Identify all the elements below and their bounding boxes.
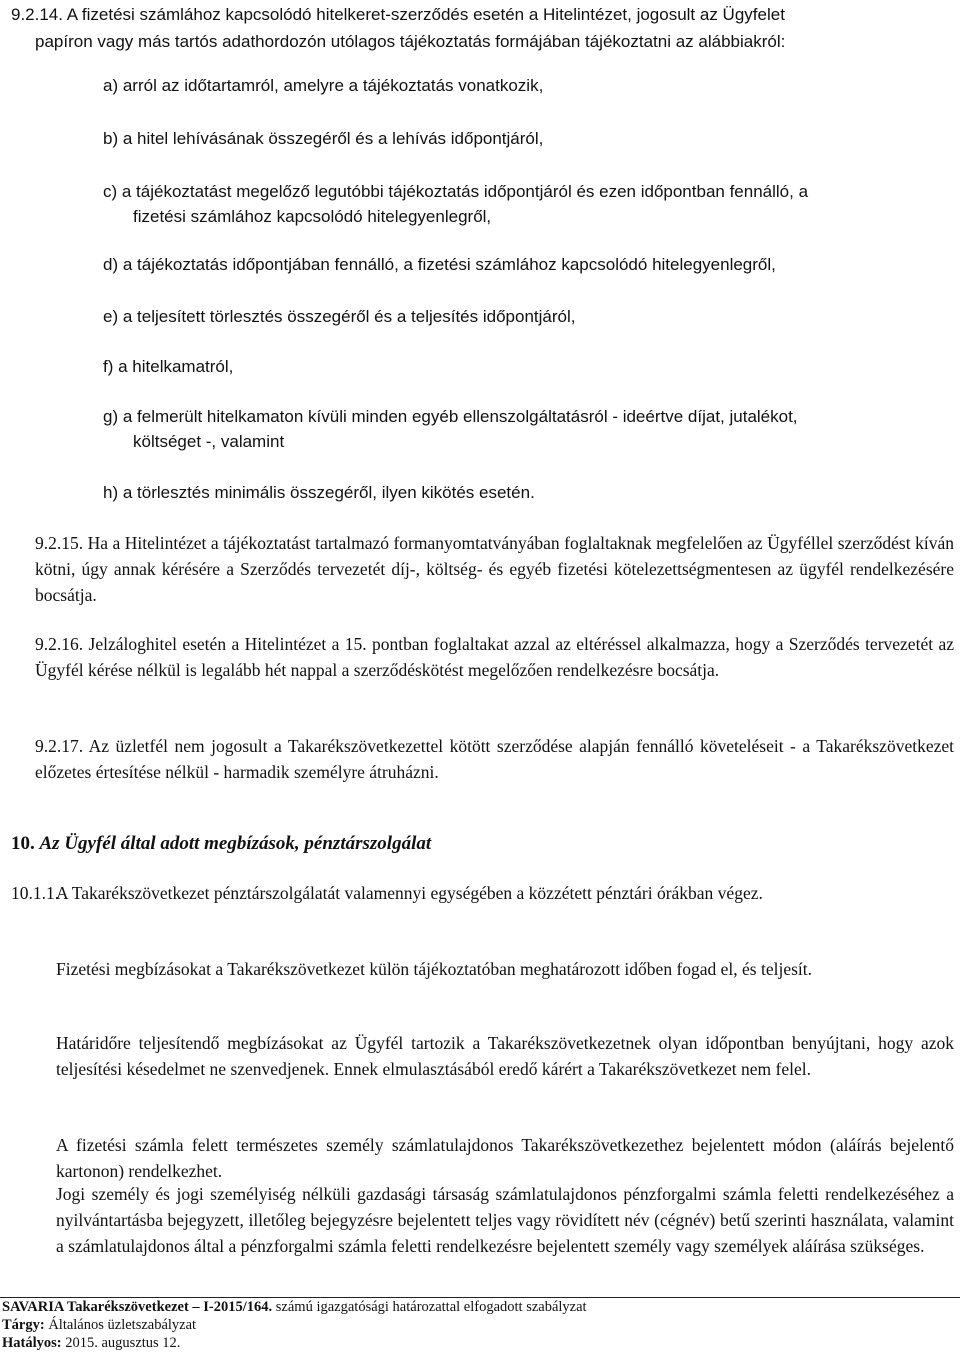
- section-10-1-1-para-3: Határidőre teljesítendő megbízásokat az Ügyfél tartozik a Takarékszövetkezetnek olyan időpontban benyújtani, hogy azok teljesítési késedelmet ne szenvedjenek. Ennek elmulasztásából eredő kárért a Takarékszövetkezet nem felel.: [56, 1033, 954, 1079]
- list-item-g-line-1: g) a felmerült hitelkamaton kívüli minden egyéb ellenszolgáltatásról - ideértve díjat, jutalékot,: [103, 407, 798, 426]
- section-10-1-1-para-5: Jogi személy és jogi személyiség nélküli gazdasági társaság számlatulajdonos pénzforgalmi számla feletti rendelkezéséhez a nyilvántartásba bejegyzett, illetőleg bejegyzésre bejelentett teljes vagy rövidített név (cégnév) betű szerinti használata, valamint a számlatulajdonos által a pénzforgalmi számla feletti rendelkezésre bejelentett személy vagy személyek aláírása szükséges.: [56, 1184, 954, 1256]
- list-item-b: b) a hitel lehívásának összegéről és a lehívás időpontjáról,: [103, 129, 544, 148]
- footer-resolution-text: számú igazgatósági határozattal elfogadott szabályzat: [275, 1299, 587, 1315]
- list-item-e: e) a teljesített törlesztés összegéről és a teljesítés időpontjáról,: [103, 307, 576, 326]
- list-item-f: f) a hitelkamatról,: [103, 357, 234, 376]
- list-item-c-line-1: c) a tájékoztatást megelőző legutóbbi tájékoztatás időpontjáról és ezen időpontban fennálló, a: [103, 182, 809, 201]
- section-9-2-15: 9.2.15. Ha a Hitelintézet a tájékoztatást tartalmazó formanyomtatványában foglaltaknak megfelelően az Ügyféllel szerződést kíván kötni, úgy annak kérésére a Szerződés tervezetét díj-, költség- és egyéb fizetési kötelezettségmentesen az ügyfél rendelkezésére bocsátja.: [35, 533, 954, 605]
- list-item-h: h) a törlesztés minimális összegéről, ilyen kikötés esetén.: [103, 483, 535, 502]
- footer-effective-value: 2015. augusztus 12.: [65, 1335, 181, 1351]
- section-10-1-1-para-4: A fizetési számla felett természetes személy számlatulajdonos Takarékszövetkezethez bejelentett módon (aláírás bejelentő kartonon) rendelkezhet.: [56, 1135, 954, 1181]
- section-9-2-14-line-1: 9.2.14. A fizetési számlához kapcsolódó hitelkeret-szerződés esetén a Hitelintézet, jogosult az Ügyfelet: [11, 5, 785, 24]
- chapter-10-title: Az Ügyfél által adott megbízások, pénztárszolgálat: [39, 833, 432, 854]
- list-item-c-line-2: fizetési számlához kapcsolódó hitelegyenlegről,: [133, 207, 492, 226]
- footer-line-2: [2, 1318, 196, 1333]
- footer-subject-label: Tárgy:: [2, 1317, 45, 1333]
- list-item-a: a) arról az időtartamról, amelyre a tájékoztatás vonatkozik,: [103, 76, 544, 95]
- footer-divider: [0, 1297, 960, 1298]
- footer-line-1: [2, 1300, 587, 1315]
- chapter-10-number: 10.: [11, 833, 35, 854]
- footer-effective-label: Hatályos:: [2, 1335, 62, 1351]
- footer-org: SAVARIA Takarékszövetkezet: [2, 1299, 189, 1315]
- chapter-10-heading: [11, 833, 431, 855]
- list-item-d: d) a tájékoztatás időpontjában fennálló, a fizetési számlához kapcsolódó hitelegyenlegről,: [103, 255, 776, 274]
- list-item-g-line-2: költséget -, valamint: [133, 432, 285, 451]
- footer-subject-value: Általános üzletszabályzat: [48, 1317, 197, 1333]
- section-9-2-16: 9.2.16. Jelzáloghitel esetén a Hitelintézet a 15. pontban foglaltakat azzal az eltéréssel alkalmazza, hogy a Szerződés tervezetét az Ügyfél kérése nélkül is legalább hét nappal a szerződéskötést megelőzően rendelkezésre bocsátja.: [35, 634, 954, 680]
- section-9-2-17: 9.2.17. Az üzletfél nem jogosult a Takarékszövetkezettel kötött szerződése alapján fennálló követeléseit - a Takarékszövetkezet előzetes értesítése nélkül - harmadik személyre átruházni.: [35, 736, 954, 782]
- section-9-2-14-line-2: papíron vagy más tartós adathordozón utólagos tájékoztatás formájában tájékoztatni az alábbiakról:: [35, 32, 786, 51]
- section-10-1-1-para-2: Fizetési megbízásokat a Takarékszövetkezet külön tájékoztatóban meghatározott időben fogad el, és teljesít.: [56, 959, 813, 979]
- section-10-1-1-para-1: A Takarékszövetkezet pénztárszolgálatát valamennyi egységében a közzétett pénztári órákban végez.: [56, 883, 763, 903]
- footer-line-3: [2, 1336, 180, 1351]
- footer-resolution-label: – I-2015/164.: [192, 1299, 273, 1315]
- section-10-1-1-number: 10.1.1.: [11, 883, 60, 903]
